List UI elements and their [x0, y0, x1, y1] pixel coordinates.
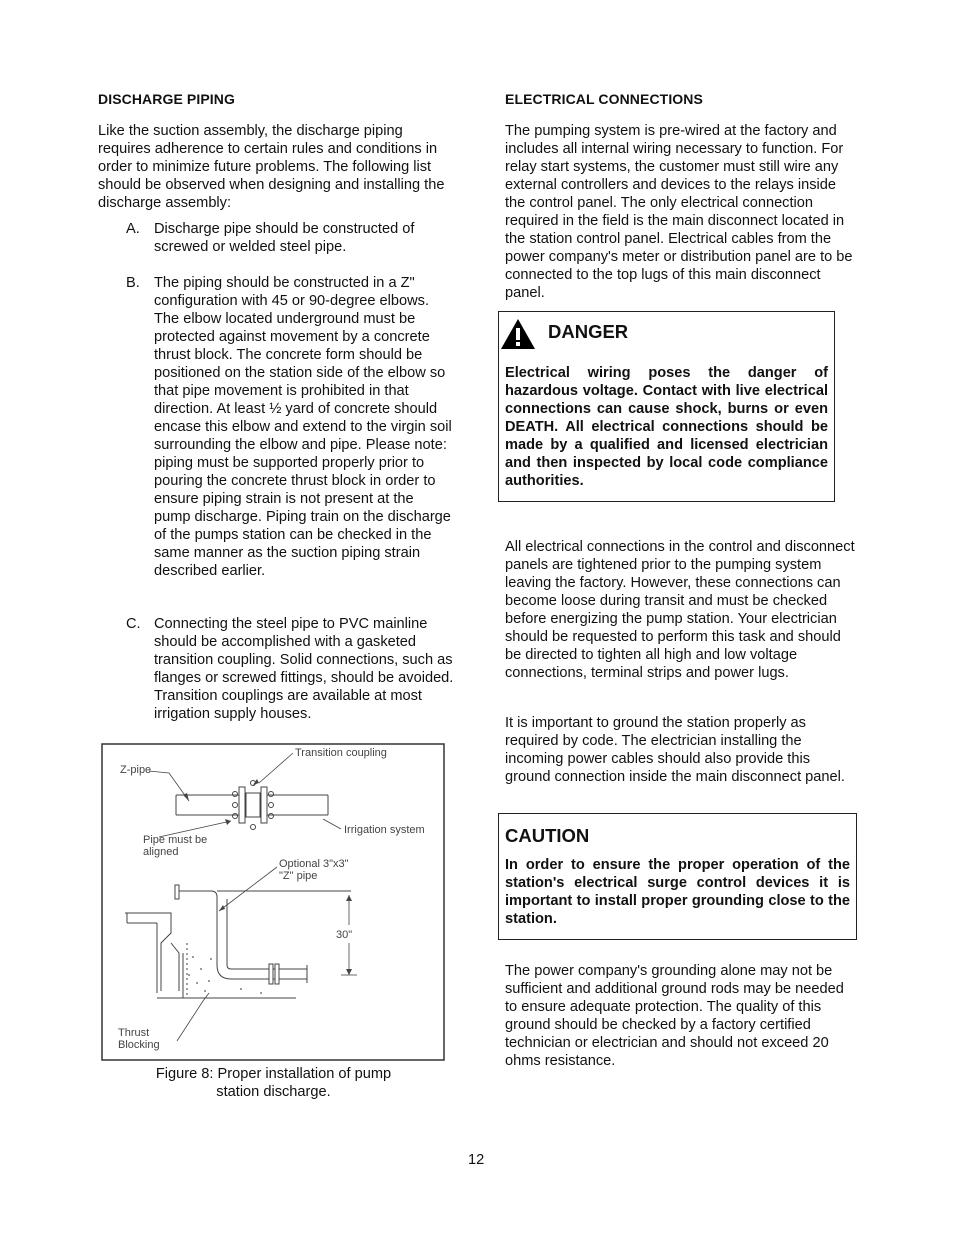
electrical-para-3: It is important to ground the station properly as required by code. The electrician installing the incoming power cables should also provide this ground connection inside the main disconnect panel.	[505, 715, 845, 785]
label-z-pipe: Z-pipe	[120, 764, 152, 776]
danger-title: DANGER	[548, 321, 629, 342]
figure-caption-line-2: station discharge.	[216, 1084, 331, 1100]
electrical-para-2: All electrical connections in the control and disconnect panels are tightened prior to the pumping system leaving the factory. However, these connections can become loose during transit and must be checked before energizing the pump station. Your electrician should be requested to perform this task and should be directed to tighten all high and low voltage connections, terminal strips and power lugs.	[505, 539, 855, 681]
discharge-intro: Like the suction assembly, the discharge piping requires adherence to certain rules and conditions in order to minimize future problems. The following list should be observed when designing and installing the discharge assembly:	[98, 123, 445, 211]
label-irrigation-system: Irrigation system	[344, 824, 425, 836]
label-optional-1: Optional 3"x3"	[279, 858, 349, 870]
item-a-letter: A.	[126, 221, 140, 237]
warning-triangle-icon	[499, 317, 537, 351]
electrical-connections-heading: ELECTRICAL CONNECTIONS	[505, 91, 703, 107]
danger-body: Electrical wiring poses the danger of hazardous voltage. Contact with live electrical connections can cause shock, burns or even DEATH. All electrical connections should be made by a qualified and licensed electrician and then inspected by local code compliance authorities.	[505, 365, 828, 489]
discharge-piping-heading: DISCHARGE PIPING	[98, 91, 235, 107]
item-a-text: Discharge pipe should be constructed of screwed or welded steel pipe.	[154, 221, 415, 255]
electrical-para-1: The pumping system is pre-wired at the factory and includes all internal wiring necessary to function. For relay start systems, the customer must still wire any external controllers and devices to the relays inside the control panel. The only electrical connection required in the field is the main disconnect located in the station control panel. Electrical cables from the power company's meter or distribution panel are to be connected to the top lugs of this main disconnect panel.	[505, 123, 853, 301]
discharge-installation-figure	[101, 743, 446, 1062]
page-number: 12	[468, 1152, 485, 1168]
caution-box	[498, 813, 857, 940]
item-c-text: Connecting the steel pipe to PVC mainline should be accomplished with a gasketed transition coupling. Solid connections, such as flanges or screwed fittings, should be avoided. Transition couplings are available at most irrigation supply houses.	[154, 616, 454, 722]
item-b-letter: B.	[126, 275, 140, 291]
figure-caption-line-1: Figure 8: Proper installation of pump	[155, 1066, 392, 1082]
electrical-para-4: The power company's grounding alone may not be sufficient and additional ground rods may be needed to ensure adequate protection. The quality of this ground should be checked by a factory certified technician or electrician and should not exceed 20 ohms resistance.	[505, 963, 844, 1069]
item-b-text: The piping should be constructed in a Z" configuration with 45 or 90-degree elbows. The elbow located underground must be protected against movement by a concrete thrust block. The concrete form should be positioned on the station side of the elbow so that pipe movement is prohibited in that direction. At least ½ yard of concrete should encase this elbow and extend to the virgin soil surrounding the elbow and pipe. Please note: piping must be supported properly prior to pouring the concrete thrust block in order to ensure piping strain is not present at the pump discharge. Piping train on the discharge of the pumps station can be checked in the same manner as the suction piping strain described earlier.	[154, 275, 452, 579]
caution-title: CAUTION	[505, 825, 590, 846]
item-c-letter: C.	[126, 616, 141, 632]
caution-body: In order to ensure the proper operation of the station's electrical surge control devices it is important to install proper grounding close to the station.	[505, 857, 850, 927]
label-optional-2: "Z" pipe	[279, 870, 318, 882]
label-pipe-aligned-2: aligned	[143, 846, 179, 858]
label-depth: 30"	[336, 929, 353, 941]
danger-box	[498, 311, 835, 502]
label-thrust-2: Blocking	[118, 1039, 160, 1051]
figure-caption	[101, 1065, 446, 1101]
label-pipe-aligned-1: Pipe must be	[143, 834, 208, 846]
label-transition-coupling: Transition coupling	[295, 747, 387, 759]
label-thrust-1: Thrust	[118, 1027, 150, 1039]
